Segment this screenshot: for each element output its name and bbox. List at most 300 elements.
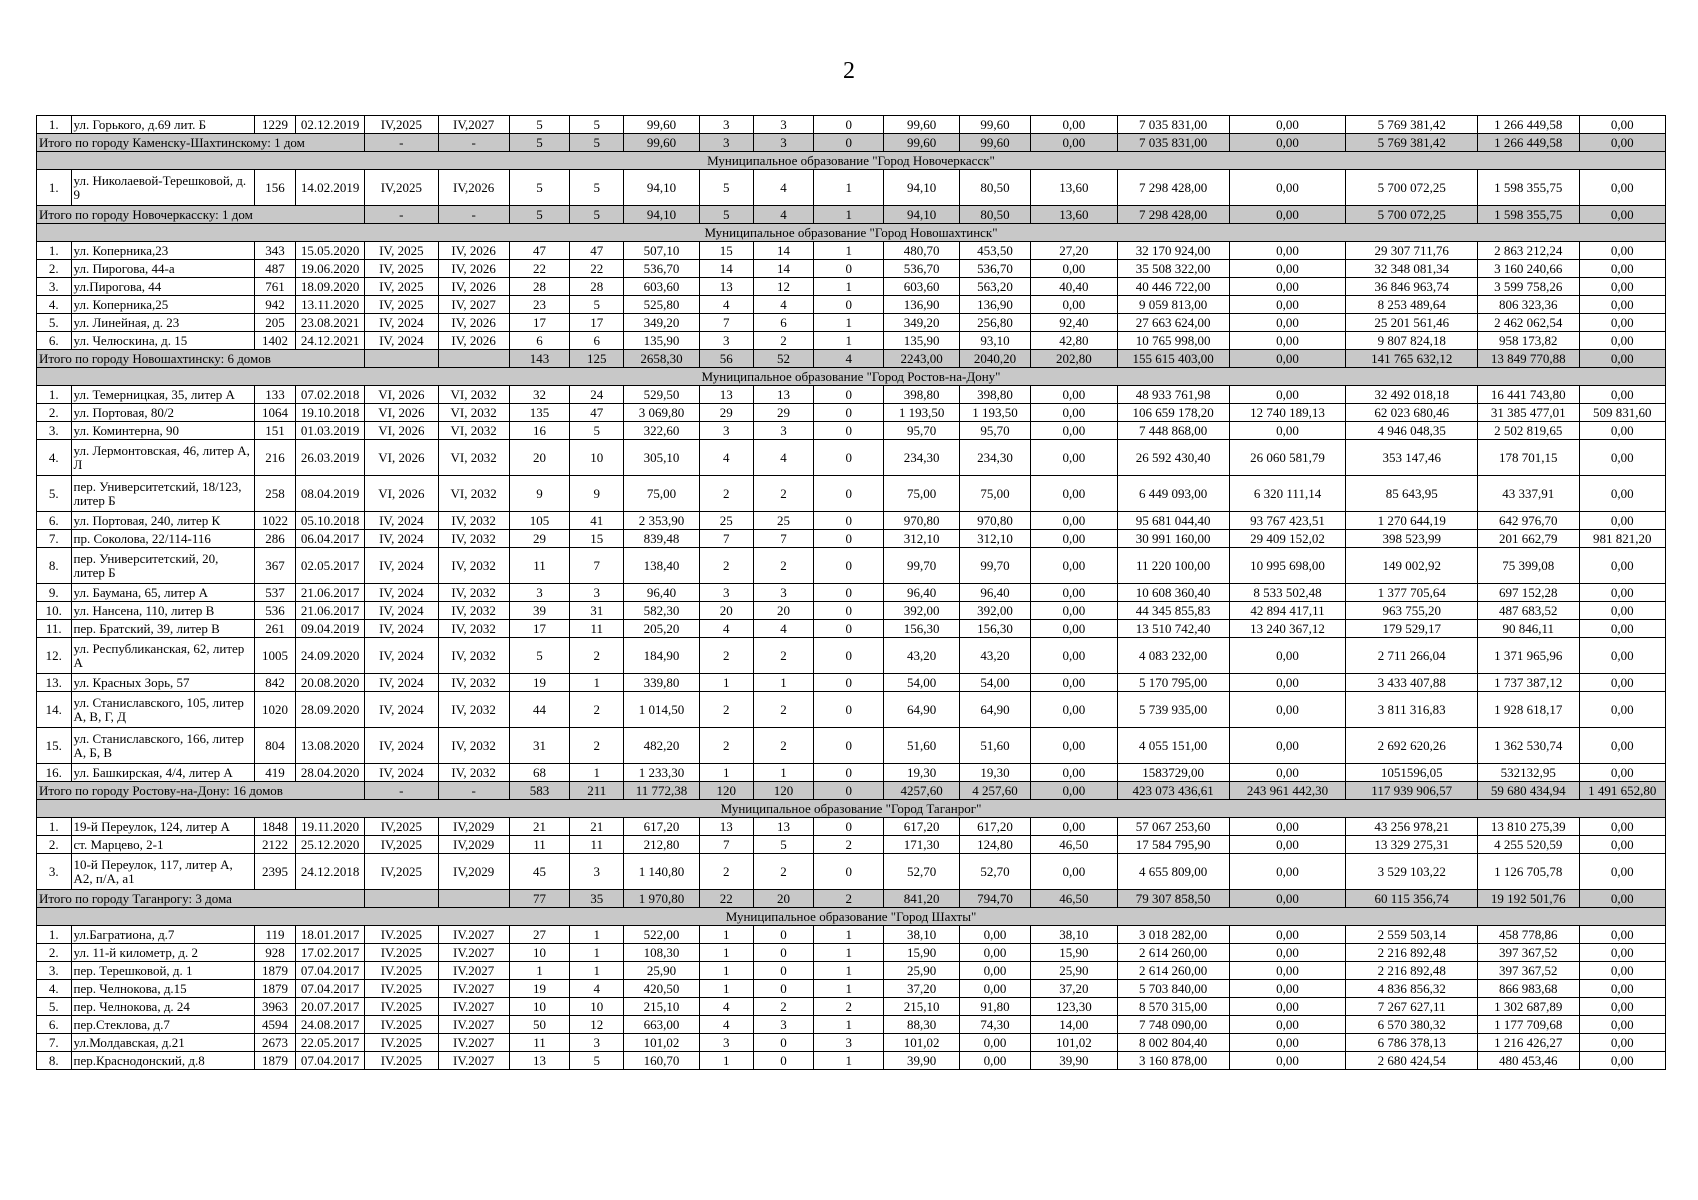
table-cell: 697 152,28 <box>1478 584 1579 602</box>
table-cell: 806 323,36 <box>1478 296 1579 314</box>
table-cell: 0,00 <box>1229 422 1346 440</box>
table-cell: 1. <box>37 926 72 944</box>
address-cell: ул. 11-й километр, д. 2 <box>71 944 255 962</box>
table-cell: 0,00 <box>1229 962 1346 980</box>
table-cell: 13.11.2020 <box>296 296 365 314</box>
table-cell: 201 662,79 <box>1478 530 1579 548</box>
table-cell: 14,00 <box>1031 1016 1117 1034</box>
section-header-row <box>37 908 1666 926</box>
table-cell: 212,80 <box>624 836 700 854</box>
table-cell: 40 446 722,00 <box>1117 278 1229 296</box>
table-cell: 51,60 <box>959 728 1030 764</box>
table-cell: 0 <box>814 440 884 476</box>
table-cell: VI, 2026 <box>365 404 438 422</box>
table-cell: 1. <box>37 170 72 206</box>
table-cell: 2 <box>753 854 813 890</box>
table-cell: 2 692 620,26 <box>1346 728 1478 764</box>
table-cell: 13 <box>753 386 813 404</box>
table-cell: 0,00 <box>1229 638 1346 674</box>
table-cell: 3 <box>753 584 813 602</box>
table-cell: 1 302 687,89 <box>1478 998 1579 1016</box>
table-cell: 1879 <box>255 1052 296 1070</box>
subtotal-cell: 99,60 <box>884 134 960 152</box>
table-cell: 0 <box>814 620 884 638</box>
section-title: Муниципальное образование "Город Ростов-на-Дону" <box>37 368 1666 386</box>
table-cell: 19,30 <box>959 764 1030 782</box>
table-row <box>37 404 1666 422</box>
table-row <box>37 638 1666 674</box>
table-cell: 124,80 <box>959 836 1030 854</box>
table-cell: 0 <box>814 296 884 314</box>
table-cell: 0,00 <box>1229 944 1346 962</box>
table-cell: 35 508 322,00 <box>1117 260 1229 278</box>
table-cell: 13,60 <box>1031 170 1117 206</box>
table-cell: 10 608 360,40 <box>1117 584 1229 602</box>
table-cell: 2 <box>753 638 813 674</box>
subtotal-cell: 2658,30 <box>624 350 700 368</box>
table-cell: 0,00 <box>1229 818 1346 836</box>
table-row <box>37 1016 1666 1034</box>
table-cell: IV, 2025 <box>365 260 438 278</box>
table-cell: 1 <box>570 926 624 944</box>
table-cell: 353 147,46 <box>1346 440 1478 476</box>
table-cell: 29 409 152,02 <box>1229 530 1346 548</box>
table-cell: 95,70 <box>884 422 960 440</box>
table-cell: 13 <box>509 1052 569 1070</box>
address-cell: ул. Станиславского, 105, литер А, В, Г, Д <box>71 692 255 728</box>
table-cell: 75 399,08 <box>1478 548 1579 584</box>
address-cell: ул. Красных Зорь, 57 <box>71 674 255 692</box>
table-cell: 13 810 275,39 <box>1478 818 1579 836</box>
table-cell: 480,70 <box>884 242 960 260</box>
table-cell: 305,10 <box>624 440 700 476</box>
address-cell: пер. Братский, 39, литер В <box>71 620 255 638</box>
table-cell: 8. <box>37 548 72 584</box>
table-cell: 42 894 417,11 <box>1229 602 1346 620</box>
table-cell: 8 533 502,48 <box>1229 584 1346 602</box>
table-cell: 2 <box>699 692 753 728</box>
table-cell: 0 <box>753 962 813 980</box>
section-header-row <box>37 368 1666 386</box>
table-cell: 62 023 680,46 <box>1346 404 1478 422</box>
table-cell: 0,00 <box>1229 278 1346 296</box>
table-cell: 3 <box>753 1016 813 1034</box>
table-cell: 156 <box>255 170 296 206</box>
table-cell: 17 584 795,90 <box>1117 836 1229 854</box>
table-cell: IV, 2024 <box>365 638 438 674</box>
table-cell: 339,80 <box>624 674 700 692</box>
table-cell: IV,2025 <box>365 170 438 206</box>
table-cell: 958 173,82 <box>1478 332 1579 350</box>
table-cell: IV,2029 <box>438 854 509 890</box>
address-cell: ул. Портовая, 80/2 <box>71 404 255 422</box>
table-cell: 27,20 <box>1031 242 1117 260</box>
table-cell: 322,60 <box>624 422 700 440</box>
table-cell: 2 <box>814 836 884 854</box>
table-cell: 99,60 <box>884 116 960 134</box>
table-cell: 256,80 <box>959 314 1030 332</box>
address-cell: пер. Челнокова, д.15 <box>71 980 255 998</box>
table-cell: 0 <box>814 674 884 692</box>
table-cell: 3 <box>753 422 813 440</box>
table-cell: 24.12.2021 <box>296 332 365 350</box>
table-cell: IV, 2026 <box>438 278 509 296</box>
table-cell: 0,00 <box>1229 1052 1346 1070</box>
table-cell: 522,00 <box>624 926 700 944</box>
table-cell: 27 <box>509 926 569 944</box>
table-cell: 367 <box>255 548 296 584</box>
address-cell: ст. Марцево, 2-1 <box>71 836 255 854</box>
table-cell: 13 <box>699 278 753 296</box>
table-cell: 12 <box>570 1016 624 1034</box>
table-cell: 6 449 093,00 <box>1117 476 1229 512</box>
table-cell: 13 <box>699 818 753 836</box>
table-cell: 0,00 <box>1031 638 1117 674</box>
table-cell: 0 <box>814 548 884 584</box>
subtotal-cell: 0 <box>814 134 884 152</box>
table-row <box>37 602 1666 620</box>
table-cell: 32 <box>509 386 569 404</box>
table-cell: 397 367,52 <box>1478 962 1579 980</box>
table-row <box>37 998 1666 1016</box>
table-cell: 0,00 <box>959 1052 1030 1070</box>
table-cell: 1 270 644,19 <box>1346 512 1478 530</box>
subtotal-cell: 0,00 <box>1229 350 1346 368</box>
table-cell: 1 <box>814 980 884 998</box>
address-cell: пер. Университетский, 20, литер Б <box>71 548 255 584</box>
address-cell: 10-й Переулок, 117, литер А, А2, п/А, а1 <box>71 854 255 890</box>
table-row <box>37 944 1666 962</box>
table-cell: 0,00 <box>1579 818 1666 836</box>
table-cell: 20.07.2017 <box>296 998 365 1016</box>
subtotal-cell: 0 <box>814 782 884 800</box>
table-cell: 3 <box>699 116 753 134</box>
table-cell: 0 <box>753 980 813 998</box>
table-cell: IV.2025 <box>365 1052 438 1070</box>
table-cell: 0,00 <box>1579 278 1666 296</box>
subtotal-cell: 0,00 <box>1031 782 1117 800</box>
table-cell: 5. <box>37 476 72 512</box>
subtotal-cell: 0,00 <box>1229 206 1346 224</box>
table-cell: 0,00 <box>1031 692 1117 728</box>
table-cell: 4 083 232,00 <box>1117 638 1229 674</box>
table-cell: 205,20 <box>624 620 700 638</box>
address-cell: ул.Багратиона, д.7 <box>71 926 255 944</box>
table-cell: 1 266 449,58 <box>1478 116 1579 134</box>
table-cell: IV, 2032 <box>438 674 509 692</box>
table-cell: 0,00 <box>959 944 1030 962</box>
table-cell: 8 253 489,64 <box>1346 296 1478 314</box>
table-cell: 5 703 840,00 <box>1117 980 1229 998</box>
table-cell: IV,2027 <box>438 116 509 134</box>
table-cell: IV.2027 <box>438 944 509 962</box>
table-cell: 1 <box>814 242 884 260</box>
table-cell: 0 <box>814 854 884 890</box>
table-cell: 2 216 892,48 <box>1346 962 1478 980</box>
subtotal-cell: 0,00 <box>1579 134 1666 152</box>
table-cell: 13 510 742,40 <box>1117 620 1229 638</box>
table-row <box>37 692 1666 728</box>
table-cell: 43 337,91 <box>1478 476 1579 512</box>
table-cell: 7. <box>37 530 72 548</box>
table-cell: 11 <box>509 548 569 584</box>
table-cell: 8. <box>37 1052 72 1070</box>
table-cell: 80,50 <box>959 170 1030 206</box>
table-cell: 43 256 978,21 <box>1346 818 1478 836</box>
table-cell: 28 <box>570 278 624 296</box>
table-cell: 343 <box>255 242 296 260</box>
table-cell: 2 462 062,54 <box>1478 314 1579 332</box>
table-cell: 7 <box>753 530 813 548</box>
table-cell: 1848 <box>255 818 296 836</box>
subtotal-cell: 2 <box>814 890 884 908</box>
table-cell: 0 <box>814 764 884 782</box>
table-cell: IV, 2026 <box>438 260 509 278</box>
table-cell: 1. <box>37 818 72 836</box>
table-row <box>37 818 1666 836</box>
table-cell: 0,00 <box>1229 116 1346 134</box>
table-cell: 50 <box>509 1016 569 1034</box>
table-cell: 30 991 160,00 <box>1117 530 1229 548</box>
table-cell: 136,90 <box>959 296 1030 314</box>
table-cell: 14.02.2019 <box>296 170 365 206</box>
table-cell: 29 <box>699 404 753 422</box>
table-cell: 47 <box>570 404 624 422</box>
table-cell: 761 <box>255 278 296 296</box>
table-cell: 1022 <box>255 512 296 530</box>
table-cell: 23 <box>509 296 569 314</box>
address-cell: ул.Молдавская, д.21 <box>71 1034 255 1052</box>
table-cell: 509 831,60 <box>1579 404 1666 422</box>
subtotal-cell: 5 700 072,25 <box>1346 206 1478 224</box>
table-cell: 6 320 111,14 <box>1229 476 1346 512</box>
table-cell: 151 <box>255 422 296 440</box>
address-cell: ул. Коминтерна, 90 <box>71 422 255 440</box>
section-header-row <box>37 152 1666 170</box>
table-cell: 392,00 <box>959 602 1030 620</box>
table-cell: 149 002,92 <box>1346 548 1478 584</box>
table-cell: 3 160 878,00 <box>1117 1052 1229 1070</box>
table-cell: 215,10 <box>884 998 960 1016</box>
table-cell: 136,90 <box>884 296 960 314</box>
table-row <box>37 854 1666 890</box>
table-cell: 1 <box>814 1016 884 1034</box>
table-cell: 3 <box>814 1034 884 1052</box>
table-cell: 0,00 <box>1579 692 1666 728</box>
table-cell: 0,00 <box>1579 638 1666 674</box>
table-cell: 5. <box>37 314 72 332</box>
table-row <box>37 584 1666 602</box>
table-cell: 7 <box>699 530 753 548</box>
table-cell: 32 348 081,34 <box>1346 260 1478 278</box>
table-row <box>37 764 1666 782</box>
table-cell: 2 <box>753 728 813 764</box>
table-cell: 6. <box>37 332 72 350</box>
table-cell: 94,10 <box>624 170 700 206</box>
subtotal-row <box>37 350 1666 368</box>
table-cell: 2 <box>570 638 624 674</box>
subtotal-cell: 1 598 355,75 <box>1478 206 1579 224</box>
table-cell: IV.2027 <box>438 1034 509 1052</box>
table-cell: 52,70 <box>884 854 960 890</box>
table-cell: IV,2026 <box>438 170 509 206</box>
table-cell: 603,60 <box>624 278 700 296</box>
table-cell: 39,90 <box>884 1052 960 1070</box>
table-cell: 20 <box>699 602 753 620</box>
table-cell: 16 441 743,80 <box>1478 386 1579 404</box>
table-cell: 0 <box>814 584 884 602</box>
table-cell: VI, 2032 <box>438 386 509 404</box>
table-cell: 0,00 <box>959 980 1030 998</box>
table-cell: 4 <box>753 170 813 206</box>
table-cell: 1 <box>570 944 624 962</box>
subtotal-cell: 56 <box>699 350 753 368</box>
table-cell: 617,20 <box>624 818 700 836</box>
table-cell: IV, 2032 <box>438 530 509 548</box>
table-cell: 3 <box>570 584 624 602</box>
address-cell: 19-й Переулок, 124, литер А <box>71 818 255 836</box>
table-cell: 1 371 965,96 <box>1478 638 1579 674</box>
table-cell: 0,00 <box>1579 1052 1666 1070</box>
table-cell: 93,10 <box>959 332 1030 350</box>
table-cell: 0,00 <box>1229 242 1346 260</box>
table-cell: 17 <box>509 314 569 332</box>
table-cell: 3 433 407,88 <box>1346 674 1478 692</box>
table-cell: 0 <box>814 638 884 674</box>
subtotal-cell: 4 257,60 <box>959 782 1030 800</box>
table-cell: 6 570 380,32 <box>1346 1016 1478 1034</box>
table-cell: 1 <box>699 1052 753 1070</box>
table-cell: 0,00 <box>1229 836 1346 854</box>
table-row <box>37 980 1666 998</box>
table-cell: 0,00 <box>1229 980 1346 998</box>
table-cell: IV, 2024 <box>365 602 438 620</box>
table-cell: 0,00 <box>1031 116 1117 134</box>
table-cell: 4 <box>699 998 753 1016</box>
table-cell: 4 055 151,00 <box>1117 728 1229 764</box>
table-cell: 75,00 <box>624 476 700 512</box>
table-cell: 4 <box>753 440 813 476</box>
table-cell: VI, 2032 <box>438 440 509 476</box>
subtotal-cell: 94,10 <box>624 206 700 224</box>
table-cell: 4 255 520,59 <box>1478 836 1579 854</box>
subtotal-cell: 79 307 858,50 <box>1117 890 1229 908</box>
table-cell: 4 946 048,35 <box>1346 422 1478 440</box>
table-cell: 0,00 <box>1031 764 1117 782</box>
table-cell: 1879 <box>255 962 296 980</box>
table-cell: 57 067 253,60 <box>1117 818 1229 836</box>
table-cell: 95,70 <box>959 422 1030 440</box>
table-row <box>37 278 1666 296</box>
table-cell: 1 177 709,68 <box>1478 1016 1579 1034</box>
table-cell: 0,00 <box>959 1034 1030 1052</box>
subtotal-cell: 583 <box>509 782 569 800</box>
table-cell: 582,30 <box>624 602 700 620</box>
table-cell: 11 <box>509 1034 569 1052</box>
table-cell: 07.02.2018 <box>296 386 365 404</box>
table-cell: 2 216 892,48 <box>1346 944 1478 962</box>
table-cell: 5 <box>570 1052 624 1070</box>
subtotal-cell: 0,00 <box>1031 134 1117 152</box>
table-cell: 99,70 <box>959 548 1030 584</box>
table-cell: 22 <box>570 260 624 278</box>
table-cell: 0,00 <box>1031 728 1117 764</box>
subtotal-cell <box>365 890 438 908</box>
table-cell: 42,80 <box>1031 332 1117 350</box>
table-cell: 156,30 <box>959 620 1030 638</box>
subtotal-cell: 13,60 <box>1031 206 1117 224</box>
table-cell: IV,2029 <box>438 836 509 854</box>
table-cell: 842 <box>255 674 296 692</box>
table-cell: 47 <box>570 242 624 260</box>
table-cell: 14 <box>699 260 753 278</box>
table-cell: 0,00 <box>1031 512 1117 530</box>
table-cell: 13 <box>753 818 813 836</box>
table-cell: 5 <box>699 170 753 206</box>
table-cell: 25,90 <box>1031 962 1117 980</box>
table-cell: 487 683,52 <box>1478 602 1579 620</box>
subtotal-cell: 423 073 436,61 <box>1117 782 1229 800</box>
table-cell: 48 933 761,98 <box>1117 386 1229 404</box>
table-cell: 28.04.2020 <box>296 764 365 782</box>
table-cell: 0 <box>814 530 884 548</box>
table-cell: 7 748 090,00 <box>1117 1016 1229 1034</box>
table-cell: 398,80 <box>884 386 960 404</box>
table-cell: 2 502 819,65 <box>1478 422 1579 440</box>
table-row <box>37 548 1666 584</box>
subtotal-cell: 1 970,80 <box>624 890 700 908</box>
table-cell: 91,80 <box>959 998 1030 1016</box>
table-cell: 21 <box>509 818 569 836</box>
table-cell: 8 002 804,40 <box>1117 1034 1229 1052</box>
table-cell: 1 <box>699 944 753 962</box>
table-cell: 2 <box>570 728 624 764</box>
table-cell: 7 448 868,00 <box>1117 422 1229 440</box>
table-cell: 0,00 <box>1579 242 1666 260</box>
table-cell: 3 811 316,83 <box>1346 692 1478 728</box>
table-cell: 9 807 824,18 <box>1346 332 1478 350</box>
subtotal-cell: 80,50 <box>959 206 1030 224</box>
table-cell: 0,00 <box>959 926 1030 944</box>
address-cell: ул. Коперника,25 <box>71 296 255 314</box>
table-cell: 44 <box>509 692 569 728</box>
table-cell: 0,00 <box>1229 1016 1346 1034</box>
table-cell: 2122 <box>255 836 296 854</box>
table-cell: 0,00 <box>1579 1034 1666 1052</box>
subtotal-cell: 4257,60 <box>884 782 960 800</box>
table-cell: 1 <box>814 278 884 296</box>
table-cell: IV.2027 <box>438 1052 509 1070</box>
table-cell: 2 <box>753 332 813 350</box>
subtotal-cell <box>438 890 509 908</box>
table-cell: 1 <box>814 944 884 962</box>
table-cell: 47 <box>509 242 569 260</box>
table-cell: IV, 2026 <box>438 332 509 350</box>
table-cell: 1051596,05 <box>1346 764 1478 782</box>
table-cell: 1. <box>37 116 72 134</box>
subtotal-cell: - <box>438 206 509 224</box>
table-cell: 0 <box>814 386 884 404</box>
table-cell: 0,00 <box>1229 764 1346 782</box>
table-cell: 5. <box>37 998 72 1016</box>
address-cell: ул.Пирогова, 44 <box>71 278 255 296</box>
table-cell: 8 570 315,00 <box>1117 998 1229 1016</box>
table-cell: 0,00 <box>1579 440 1666 476</box>
table-cell: 4 <box>753 296 813 314</box>
table-cell: 41 <box>570 512 624 530</box>
table-cell: 0 <box>814 512 884 530</box>
table-cell: 5 <box>570 296 624 314</box>
